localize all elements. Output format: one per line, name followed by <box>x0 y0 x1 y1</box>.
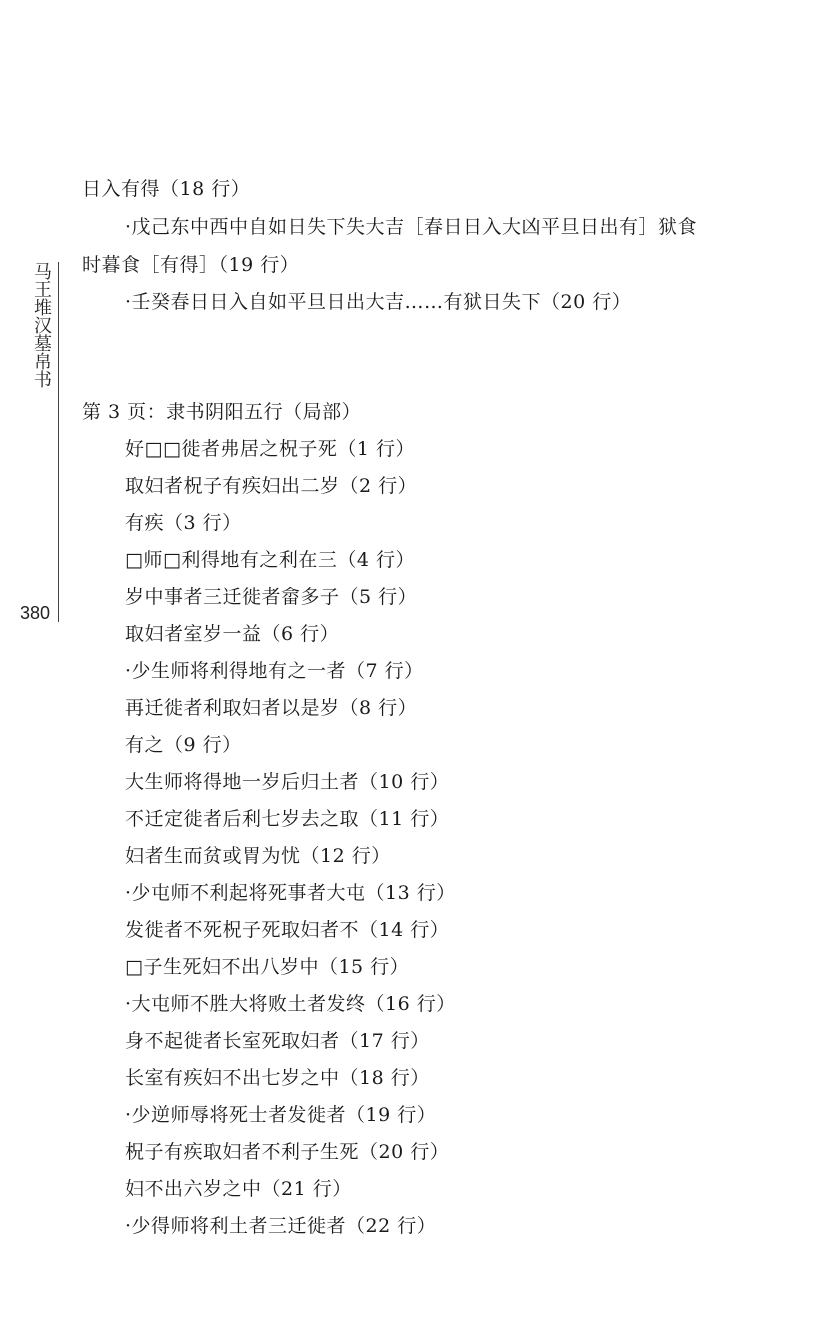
text-line: ·大屯师不胜大将败土者发终（16 行） <box>125 993 456 1015</box>
text-line: 妇者生而贫或胃为忧（12 行） <box>125 845 391 867</box>
margin-rule <box>58 262 59 622</box>
text-line: 长室有疾妇不出七岁之中（18 行） <box>125 1067 430 1089</box>
text-line: ·少生师将利得地有之一者（7 行） <box>125 660 424 682</box>
section-heading: 第 3 页：隶书阴阳五行（局部） <box>82 401 362 423</box>
text-line: 岁中事者三迁徙者畲多子（5 行） <box>125 586 418 608</box>
text-line: ·少屯师不利起将死事者大屯（13 行） <box>125 882 456 904</box>
page-number: 380 <box>20 603 51 623</box>
text-line: ·少得师将利土者三迁徙者（22 行） <box>125 1215 437 1237</box>
book-title-vertical: 马王堆汉墓帛书 <box>31 262 52 388</box>
text-line: ·壬癸春日日入自如平旦日出大吉……有狱日失下（20 行） <box>125 291 632 313</box>
text-line: □师□利得地有之利在三（4 行） <box>125 549 416 571</box>
text-line: 有疾（3 行） <box>125 512 242 534</box>
text-line: 大生师将得地一岁后归土者（10 行） <box>125 771 450 793</box>
text-line: ·少逆师辱将死士者发徙者（19 行） <box>125 1104 437 1126</box>
text-line: 日入有得（18 行） <box>82 178 251 200</box>
text-line: 妇不出六岁之中（21 行） <box>125 1178 352 1200</box>
text-line: 不迁定徙者后利七岁去之取（11 行） <box>125 808 450 830</box>
text-line: 取妇者室岁一益（6 行） <box>125 623 340 645</box>
text-line: 发徙者不死柷子死取妇者不（14 行） <box>125 919 450 941</box>
text-line: 好□□徙者弗居之柷子死（1 行） <box>125 438 416 460</box>
text-line: 柷子有疾取妇者不利子生死（20 行） <box>125 1141 450 1163</box>
text-line: 身不起徙者长室死取妇者（17 行） <box>125 1030 430 1052</box>
text-line: □子生死妇不出八岁中（15 行） <box>125 956 410 978</box>
text-line: 时暮食［有得］（19 行） <box>82 254 300 276</box>
text-line: 有之（9 行） <box>125 734 242 756</box>
text-line: 取妇者柷子有疾妇出二岁（2 行） <box>125 475 418 497</box>
text-line: 再迁徙者利取妇者以是岁（8 行） <box>125 697 418 719</box>
text-line: ·戊己东中西中自如日失下失大吉［春日日入大凶平旦日出有］狱食 <box>125 216 698 238</box>
